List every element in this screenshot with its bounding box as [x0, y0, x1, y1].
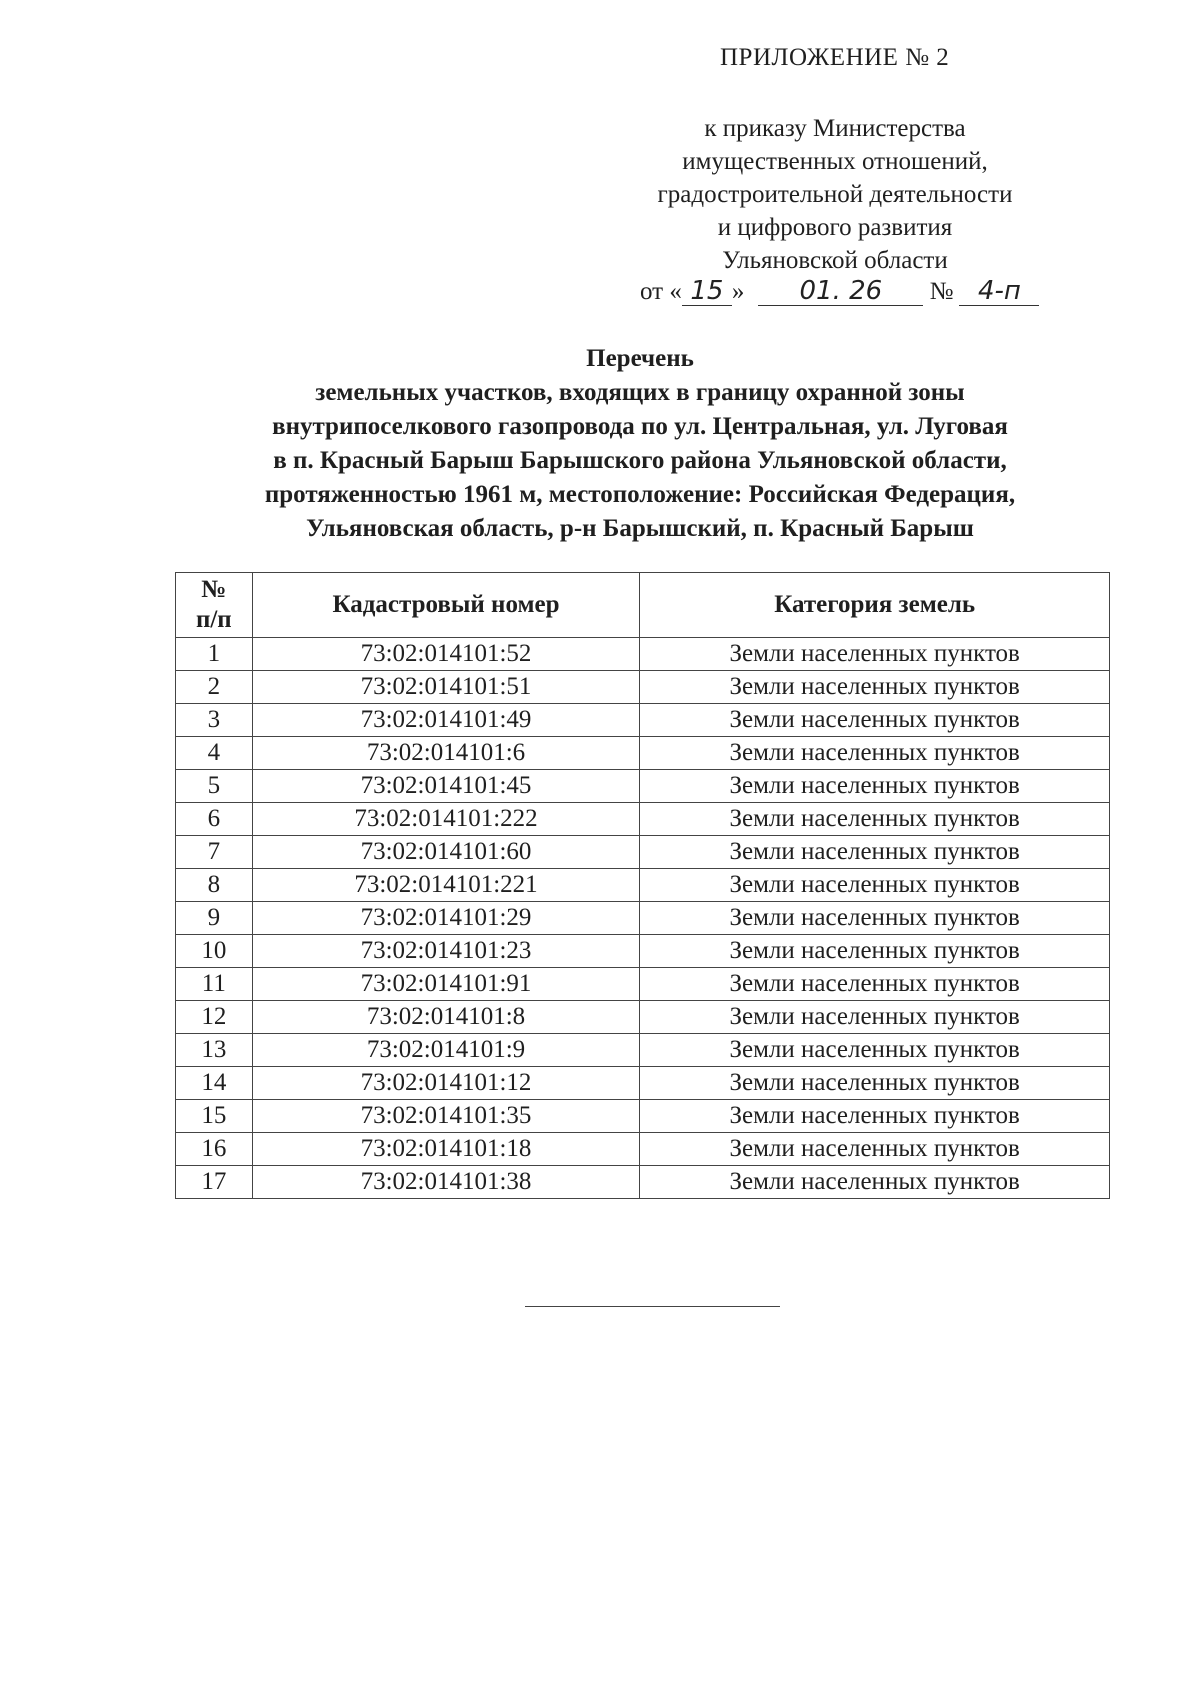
order-line: градостроительной деятельности	[657, 181, 1013, 208]
cell-land-category: Земли населенных пунктов	[640, 869, 1110, 902]
order-quote-close: »	[731, 278, 745, 305]
order-line: имущественных отношений,	[682, 148, 988, 175]
cell-row-number: 7	[176, 836, 253, 869]
cell-cadastral-number: 73:02:014101:35	[252, 1100, 640, 1133]
cell-cadastral-number: 73:02:014101:51	[252, 671, 640, 704]
heading-line: в п. Красный Барыш Барышского района Ульяновской области,	[273, 447, 1007, 474]
cell-land-category: Земли населенных пунктов	[640, 1001, 1110, 1034]
table-row	[176, 803, 1110, 836]
cell-land-category: Земли населенных пунктов	[640, 737, 1110, 770]
table-row	[176, 902, 1110, 935]
cell-cadastral-number: 73:02:014101:12	[252, 1067, 640, 1100]
cell-row-number: 5	[176, 770, 253, 803]
order-date-prefix: от «	[640, 278, 682, 305]
cell-row-number: 17	[176, 1166, 253, 1199]
appendix-title: ПРИЛОЖЕНИЕ № 2	[720, 44, 950, 71]
cell-cadastral-number: 73:02:014101:60	[252, 836, 640, 869]
order-reference	[610, 112, 1060, 277]
appendix-header	[630, 44, 1010, 72]
cell-land-category: Земли населенных пунктов	[640, 770, 1110, 803]
cell-row-number: 16	[176, 1133, 253, 1166]
table-row	[176, 1166, 1110, 1199]
cell-row-number: 8	[176, 869, 253, 902]
header-row-number	[176, 573, 253, 638]
table-row	[176, 671, 1110, 704]
header-category: Категория земель	[640, 573, 1110, 638]
table-row	[176, 1133, 1110, 1166]
cell-cadastral-number: 73:02:014101:23	[252, 935, 640, 968]
cell-row-number: 11	[176, 968, 253, 1001]
cell-land-category: Земли населенных пунктов	[640, 704, 1110, 737]
order-number-handwritten: 4-п	[959, 277, 1039, 306]
heading-line: внутрипоселкового газопровода по ул. Центральная, ул. Луговая	[272, 413, 1008, 440]
heading-line: земельных участков, входящих в границу охранной зоны	[315, 379, 965, 406]
end-divider	[525, 1306, 780, 1307]
cell-land-category: Земли населенных пунктов	[640, 1166, 1110, 1199]
table-row	[176, 1034, 1110, 1067]
header-number-sign: №	[201, 576, 227, 603]
cell-land-category: Земли населенных пунктов	[640, 935, 1110, 968]
cell-land-category: Земли населенных пунктов	[640, 1034, 1110, 1067]
order-day-handwritten: 15	[682, 277, 732, 306]
table-row	[176, 1067, 1110, 1100]
cell-cadastral-number: 73:02:014101:91	[252, 968, 640, 1001]
table-row	[176, 737, 1110, 770]
cell-cadastral-number: 73:02:014101:221	[252, 869, 640, 902]
cell-land-category: Земли населенных пунктов	[640, 1067, 1110, 1100]
order-line: к приказу Министерства	[704, 115, 966, 142]
table-row	[176, 704, 1110, 737]
cell-cadastral-number: 73:02:014101:49	[252, 704, 640, 737]
cell-land-category: Земли населенных пунктов	[640, 671, 1110, 704]
cell-land-category: Земли населенных пунктов	[640, 1133, 1110, 1166]
table-row	[176, 770, 1110, 803]
table-row	[176, 638, 1110, 671]
order-line: и цифрового развития	[717, 214, 953, 241]
order-line: Ульяновской области	[722, 247, 948, 274]
heading-line: Ульяновская область, р-н Барышский, п. Красный Барыш	[306, 515, 974, 542]
cell-land-category: Земли населенных пунктов	[640, 968, 1110, 1001]
table-body	[176, 638, 1110, 1199]
table-header-row	[176, 573, 1110, 638]
header-cadastral: Кадастровый номер	[252, 573, 640, 638]
order-date-line	[640, 277, 1039, 306]
cell-row-number: 10	[176, 935, 253, 968]
cell-cadastral-number: 73:02:014101:52	[252, 638, 640, 671]
cell-row-number: 13	[176, 1034, 253, 1067]
cell-cadastral-number: 73:02:014101:38	[252, 1166, 640, 1199]
table-row	[176, 836, 1110, 869]
table-row	[176, 1100, 1110, 1133]
cell-row-number: 14	[176, 1067, 253, 1100]
order-month-year-handwritten: 01. 26	[758, 277, 923, 306]
table-row	[176, 869, 1110, 902]
cell-land-category: Земли населенных пунктов	[640, 638, 1110, 671]
parcels-table	[175, 572, 1110, 1199]
cell-land-category: Земли населенных пунктов	[640, 803, 1110, 836]
table-row	[176, 968, 1110, 1001]
cell-row-number: 1	[176, 638, 253, 671]
cell-cadastral-number: 73:02:014101:45	[252, 770, 640, 803]
cell-cadastral-number: 73:02:014101:6	[252, 737, 640, 770]
cell-row-number: 2	[176, 671, 253, 704]
document-heading	[160, 342, 1120, 546]
cell-row-number: 3	[176, 704, 253, 737]
cell-cadastral-number: 73:02:014101:9	[252, 1034, 640, 1067]
table-row	[176, 1001, 1110, 1034]
cell-cadastral-number: 73:02:014101:18	[252, 1133, 640, 1166]
table-row	[176, 935, 1110, 968]
cell-row-number: 15	[176, 1100, 253, 1133]
heading-line: протяженностью 1961 м, местоположение: Российская Федерация,	[264, 481, 1016, 508]
cell-cadastral-number: 73:02:014101:222	[252, 803, 640, 836]
cell-row-number: 12	[176, 1001, 253, 1034]
cell-land-category: Земли населенных пунктов	[640, 1100, 1110, 1133]
cell-row-number: 4	[176, 737, 253, 770]
header-pp: п/п	[195, 606, 232, 633]
cell-cadastral-number: 73:02:014101:29	[252, 902, 640, 935]
cell-row-number: 9	[176, 902, 253, 935]
heading-title: Перечень	[586, 345, 694, 372]
cell-land-category: Земли населенных пунктов	[640, 902, 1110, 935]
order-number-sign: №	[929, 278, 954, 305]
cell-cadastral-number: 73:02:014101:8	[252, 1001, 640, 1034]
cell-row-number: 6	[176, 803, 253, 836]
cell-land-category: Земли населенных пунктов	[640, 836, 1110, 869]
